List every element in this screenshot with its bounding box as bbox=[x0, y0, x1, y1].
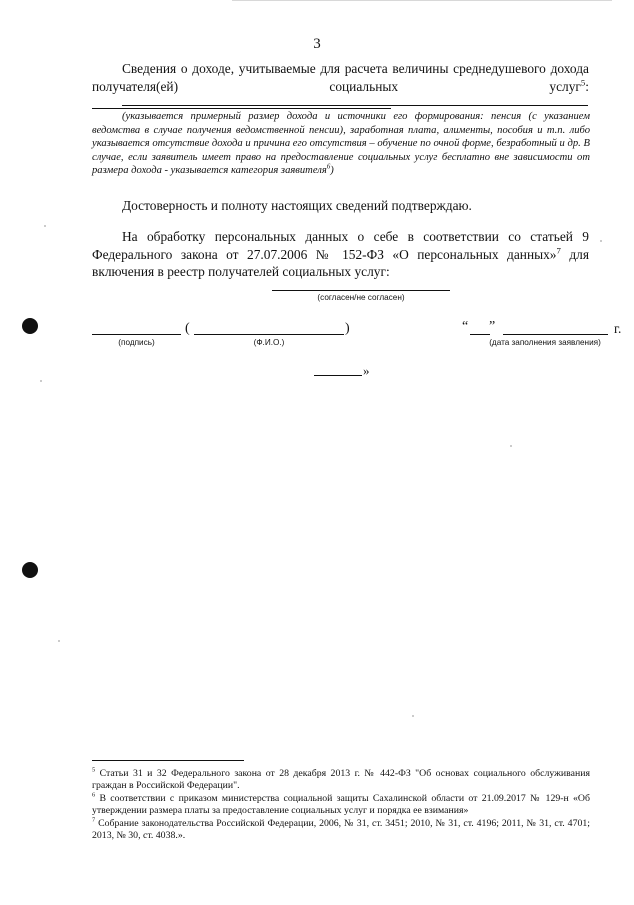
scan-speck bbox=[40, 380, 42, 382]
footnote-ref-5: 5 bbox=[580, 77, 586, 88]
consent-fill-line[interactable] bbox=[272, 290, 450, 291]
footnotes bbox=[92, 768, 590, 842]
stray-quote: » bbox=[363, 363, 370, 378]
footnote-6 bbox=[92, 793, 590, 818]
scan-speck bbox=[600, 240, 602, 242]
punch-hole-bottom bbox=[22, 562, 38, 578]
income-paragraph-text: Сведения о доходе, учитываемые для расчета величины среднедушевого дохода получателя(ей) социальных услуг bbox=[92, 61, 589, 94]
scan-speck bbox=[58, 640, 60, 642]
footnote-5 bbox=[92, 768, 590, 793]
fio-label: (Ф.И.О.) bbox=[253, 338, 285, 347]
footnote-6-text: В соответствии с приказом министерства социальной защиты Сахалинской области от 21.09.2017 № 129-н «Об утверждении размера платы за предоставление социальных услуг и порядка ее взимания» bbox=[92, 792, 590, 817]
date-label: (дата заполнения заявления) bbox=[489, 338, 601, 347]
income-fill-line-2[interactable] bbox=[122, 105, 588, 106]
footnote-ref-6: 6 bbox=[326, 163, 331, 171]
fio-fill-line[interactable] bbox=[194, 334, 344, 335]
page-number: 3 bbox=[313, 36, 321, 52]
scan-speck bbox=[412, 715, 414, 717]
pd-text-2: для включения в реестр получателей социальных услуг: bbox=[92, 246, 589, 279]
pd-text: На обработку персональных данных о себе в соответствии со статьей 9 Федерального закона от 27.07.2006 № 152-ФЗ «О персональных данных» bbox=[92, 229, 589, 262]
punch-hole-top bbox=[22, 318, 38, 334]
signature-label: (подпись) bbox=[118, 338, 155, 347]
fio-paren-close: ) bbox=[345, 321, 350, 336]
income-note bbox=[92, 110, 590, 178]
fio-paren-open: ( bbox=[185, 321, 190, 336]
confirm-statement: Достоверность и полноту настоящих сведений подтверждаю. bbox=[122, 198, 472, 213]
footnote-ref-7: 7 bbox=[556, 245, 561, 256]
scan-speck bbox=[510, 445, 512, 447]
footnote-6-mark: 6 bbox=[92, 791, 96, 799]
date-quote-close: ” bbox=[489, 319, 496, 334]
footnote-7 bbox=[92, 818, 590, 843]
year-suffix: г. bbox=[614, 321, 622, 336]
signature-fill-line[interactable] bbox=[92, 334, 181, 335]
date-day-fill-line[interactable] bbox=[470, 334, 490, 335]
personal-data-paragraph bbox=[92, 228, 589, 281]
date-quote-open: “ bbox=[462, 319, 469, 334]
consent-label: (согласен/не согласен) bbox=[317, 293, 405, 302]
footnote-5-text: Статьи 31 и 32 Федерального закона от 28 декабря 2013 г. № 442-ФЗ "Об основах социального обслуживания граждан в Российской Федерации". bbox=[92, 768, 590, 792]
footnote-7-text: Собрание законодательства Российской Федерации, 2006, № 31, ст. 3451; 2010, № 31, ст. 4196; 2011, № 31, ст. 4701; 2013, № 30, ст. 4038.». bbox=[92, 817, 590, 842]
scan-artifact-line bbox=[232, 0, 612, 1]
income-note-end: ) bbox=[330, 165, 334, 177]
footnote-5-mark: 5 bbox=[92, 766, 96, 774]
scan-speck bbox=[44, 225, 46, 227]
stray-fill-line bbox=[314, 375, 362, 376]
income-paragraph-punct: : bbox=[585, 79, 589, 94]
date-month-fill-line[interactable] bbox=[503, 334, 608, 335]
income-fill-line[interactable] bbox=[92, 96, 391, 109]
income-note-text: (указывается примерный размер дохода и источники его формирования: пенсия (с указанием ведомства в случае получения ведомственной пенсии), заработная плата, алименты, пособия и т.п. либо указывается отсутствие дохода и причина его отсутствия – обучение по очной форме, безработный и др. В случае, если заявитель имеет право на предоставление социальных услуг бесплатно вне зависимости от размера дохода - указывается категория заявителя bbox=[92, 111, 590, 177]
footnote-separator bbox=[92, 760, 244, 761]
footnote-7-mark: 7 bbox=[92, 816, 96, 824]
